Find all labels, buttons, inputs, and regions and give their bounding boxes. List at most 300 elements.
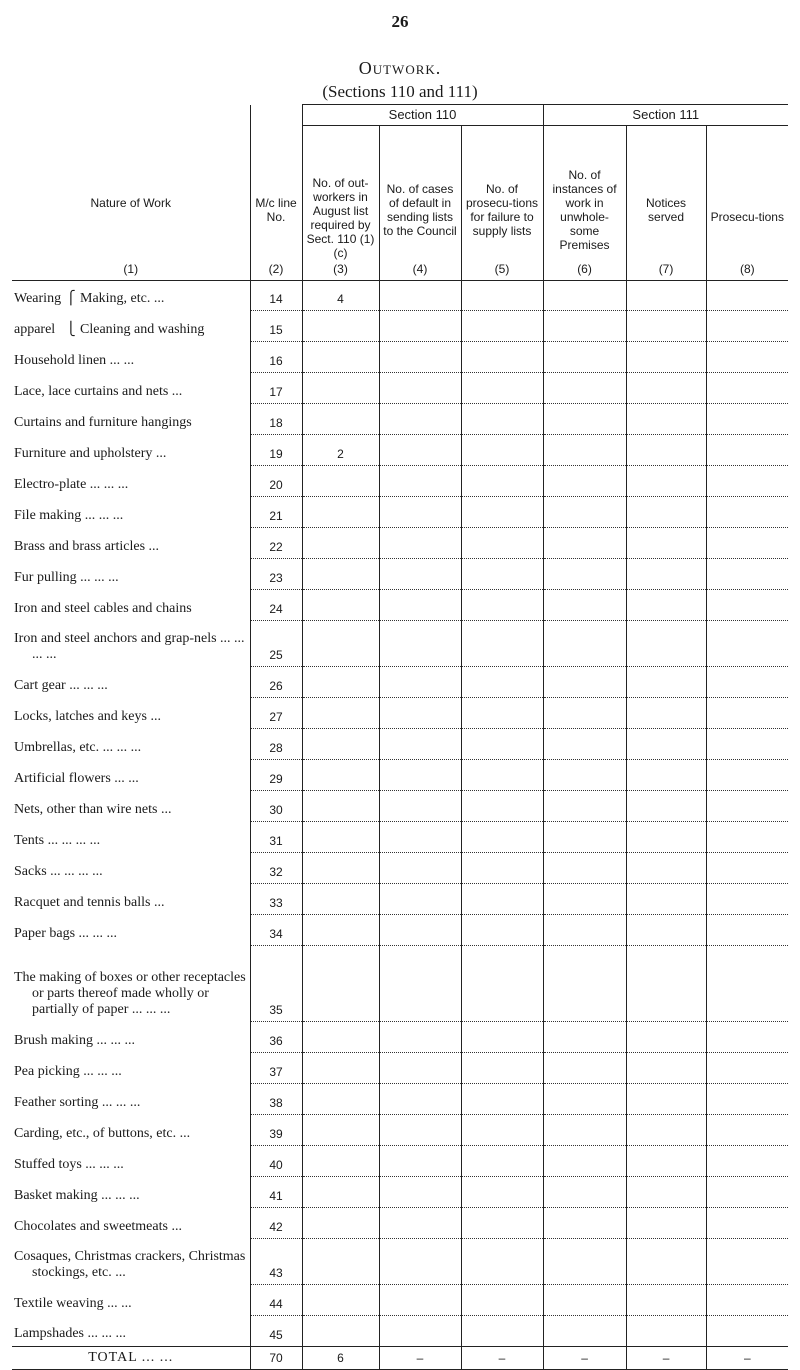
table-row — [12, 621, 788, 667]
value-cell-4 — [379, 281, 461, 311]
table-row — [12, 559, 788, 590]
value-cell-5 — [461, 1084, 543, 1115]
value-cell-6 — [543, 342, 626, 373]
value-cell-8 — [706, 1053, 788, 1084]
value-cell-5 — [461, 1177, 543, 1208]
value-cell-8 — [706, 528, 788, 559]
work-cell — [12, 1053, 250, 1084]
value-cell-7 — [626, 1316, 706, 1347]
line-number-cell: 22 — [250, 528, 302, 559]
value-cell-8 — [706, 1285, 788, 1316]
value-cell-5 — [461, 281, 543, 311]
value-cell-4 — [379, 791, 461, 822]
work-cell — [12, 342, 250, 373]
table-row — [12, 466, 788, 497]
table-row — [12, 1115, 788, 1146]
table-row — [12, 1208, 788, 1239]
outworkers-cell — [302, 342, 379, 373]
work-label: Lampshades ... ... ... — [14, 1326, 126, 1341]
outworkers-cell — [302, 667, 379, 698]
value-cell-7 — [626, 621, 706, 667]
outworkers-cell — [302, 1115, 379, 1146]
table-row — [12, 281, 788, 311]
col-header-prosecutions-lists — [461, 126, 543, 281]
table-row — [12, 946, 788, 1022]
value-cell-7 — [626, 281, 706, 311]
outworkers-cell — [302, 946, 379, 1022]
wearing-apparel-group: apparel — [14, 321, 56, 337]
work-label: Stuffed toys ... ... ... — [14, 1156, 124, 1172]
value-cell-6 — [543, 1022, 626, 1053]
page-number: 26 — [391, 12, 409, 31]
value-cell-4 — [379, 373, 461, 404]
line-number-cell: 37 — [250, 1053, 302, 1084]
work-cell — [12, 528, 250, 559]
outworkers-cell — [302, 528, 379, 559]
value-cell-7 — [626, 667, 706, 698]
col-header-nature-of-work — [12, 126, 250, 281]
value-cell-4 — [379, 1285, 461, 1316]
value-cell-5 — [461, 760, 543, 791]
outwork-table — [12, 104, 788, 1370]
work-label: Household linen ... ... — [14, 352, 135, 368]
work-cell — [12, 822, 250, 853]
value-cell-7 — [626, 1177, 706, 1208]
value-cell-8 — [706, 373, 788, 404]
work-cell — [12, 698, 250, 729]
value-cell-5 — [461, 1316, 543, 1347]
outworkers-cell — [302, 1053, 379, 1084]
work-cell — [12, 729, 250, 760]
value-cell-7 — [626, 435, 706, 466]
value-cell-6 — [543, 528, 626, 559]
outworkers-cell — [302, 791, 379, 822]
work-cell — [12, 1239, 250, 1285]
table-row — [12, 822, 788, 853]
work-label: Artificial flowers ... ... — [14, 770, 139, 786]
table-row — [12, 1285, 788, 1316]
outworkers-cell — [302, 311, 379, 342]
work-label: File making ... ... ... — [14, 507, 124, 523]
value-cell-6 — [543, 1053, 626, 1084]
work-label: Textile weaving ... ... — [14, 1295, 132, 1311]
work-cell — [12, 590, 250, 621]
value-cell-8 — [706, 667, 788, 698]
table-row — [12, 435, 788, 466]
value-cell-7 — [626, 528, 706, 559]
table-row — [12, 760, 788, 791]
value-cell-6 — [543, 1316, 626, 1347]
value-cell-4 — [379, 621, 461, 667]
outworkers-cell — [302, 590, 379, 621]
work-cell — [12, 466, 250, 497]
outworkers-cell — [302, 497, 379, 528]
line-number-cell: 15 — [250, 311, 302, 342]
value-cell-4 — [379, 435, 461, 466]
outworkers-cell — [302, 729, 379, 760]
work-cell — [12, 946, 250, 1022]
value-cell-6 — [543, 373, 626, 404]
work-cell — [12, 559, 250, 590]
value-cell-8 — [706, 1316, 788, 1347]
work-sub-label: Making, etc. ... — [80, 290, 165, 306]
value-cell-4 — [379, 667, 461, 698]
value-cell-5 — [461, 311, 543, 342]
value-cell-7 — [626, 373, 706, 404]
work-label: Umbrellas, etc. ... ... ... — [14, 739, 142, 755]
total-c4: – — [379, 1347, 461, 1370]
work-label: Lace, lace curtains and nets ... — [14, 383, 183, 399]
outworkers-cell — [302, 1285, 379, 1316]
total-c3: 6 — [302, 1347, 379, 1370]
work-cell — [12, 404, 250, 435]
line-number-cell: 19 — [250, 435, 302, 466]
outworkers-cell — [302, 822, 379, 853]
value-cell-6 — [543, 853, 626, 884]
table-row — [12, 1316, 788, 1347]
value-cell-8 — [706, 342, 788, 373]
work-cell — [12, 1316, 250, 1347]
col-header-default-cases — [379, 126, 461, 281]
work-cell — [12, 1022, 250, 1053]
line-number-cell: 23 — [250, 559, 302, 590]
col-number: (7) — [658, 262, 674, 276]
work-cell — [12, 915, 250, 946]
table-body — [12, 281, 788, 1347]
table-row — [12, 373, 788, 404]
table-row — [12, 1239, 788, 1285]
value-cell-5 — [461, 884, 543, 915]
outworkers-cell — [302, 1177, 379, 1208]
col-number: (5) — [494, 262, 510, 276]
value-cell-4 — [379, 528, 461, 559]
line-number-cell: 44 — [250, 1285, 302, 1316]
value-cell-6 — [543, 667, 626, 698]
value-cell-4 — [379, 1208, 461, 1239]
work-label: Locks, latches and keys ... — [14, 708, 161, 724]
value-cell-6 — [543, 311, 626, 342]
outworkers-cell — [302, 1239, 379, 1285]
work-cell — [12, 497, 250, 528]
value-cell-4 — [379, 497, 461, 528]
outworkers-cell — [302, 1022, 379, 1053]
total-label: TOTAL ... ... — [12, 1347, 250, 1370]
value-cell-8 — [706, 435, 788, 466]
outworkers-cell — [302, 559, 379, 590]
value-cell-4 — [379, 559, 461, 590]
value-cell-8 — [706, 1146, 788, 1177]
document-subtitle: (Sections 110 and 111) — [322, 82, 478, 101]
table-row — [12, 791, 788, 822]
value-cell-5 — [461, 1146, 543, 1177]
work-label: Fur pulling ... ... ... — [14, 569, 119, 585]
value-cell-7 — [626, 884, 706, 915]
value-cell-7 — [626, 466, 706, 497]
value-cell-7 — [626, 559, 706, 590]
value-cell-7 — [626, 1285, 706, 1316]
value-cell-8 — [706, 497, 788, 528]
value-cell-4 — [379, 822, 461, 853]
value-cell-5 — [461, 1208, 543, 1239]
line-number-cell: 31 — [250, 822, 302, 853]
value-cell-7 — [626, 1239, 706, 1285]
work-label: Sacks ... ... ... ... — [14, 863, 103, 879]
table-row — [12, 1177, 788, 1208]
brace-icon: ⎩ — [66, 321, 76, 337]
value-cell-7 — [626, 311, 706, 342]
col-header-notices-served — [626, 126, 706, 281]
value-cell-4 — [379, 466, 461, 497]
value-cell-6 — [543, 915, 626, 946]
line-number-cell: 34 — [250, 915, 302, 946]
work-label: Electro-plate ... ... ... — [14, 476, 129, 492]
value-cell-8 — [706, 1208, 788, 1239]
value-cell-5 — [461, 528, 543, 559]
group-blank-2 — [250, 105, 302, 126]
value-cell-4 — [379, 946, 461, 1022]
value-cell-8 — [706, 621, 788, 667]
value-cell-5 — [461, 404, 543, 435]
line-number-cell: 36 — [250, 1022, 302, 1053]
value-cell-7 — [626, 1146, 706, 1177]
value-cell-7 — [626, 342, 706, 373]
value-cell-4 — [379, 853, 461, 884]
line-number-cell: 30 — [250, 791, 302, 822]
work-cell — [12, 1177, 250, 1208]
value-cell-5 — [461, 822, 543, 853]
work-cell — [12, 1084, 250, 1115]
col-header-outworkers — [302, 126, 379, 281]
value-cell-8 — [706, 822, 788, 853]
value-cell-7 — [626, 1053, 706, 1084]
value-cell-5 — [461, 466, 543, 497]
col-label: No. of cases of default in sending lists to the Council — [383, 182, 457, 238]
value-cell-6 — [543, 281, 626, 311]
value-cell-5 — [461, 342, 543, 373]
col-label: Notices served — [646, 196, 687, 224]
total-line: 70 — [250, 1347, 302, 1370]
table-row — [12, 698, 788, 729]
value-cell-6 — [543, 497, 626, 528]
work-cell — [12, 621, 250, 667]
value-cell-5 — [461, 729, 543, 760]
work-label: Iron and steel cables and chains — [14, 600, 192, 616]
line-number-cell: 27 — [250, 698, 302, 729]
value-cell-7 — [626, 729, 706, 760]
table-row — [12, 915, 788, 946]
value-cell-8 — [706, 946, 788, 1022]
value-cell-8 — [706, 760, 788, 791]
value-cell-5 — [461, 1053, 543, 1084]
value-cell-7 — [626, 791, 706, 822]
value-cell-7 — [626, 760, 706, 791]
value-cell-4 — [379, 342, 461, 373]
table-row — [12, 528, 788, 559]
outworkers-cell — [302, 698, 379, 729]
outworkers-cell — [302, 760, 379, 791]
work-label: Iron and steel anchors and grap-nels ... ... ... ... — [14, 630, 245, 662]
value-cell-6 — [543, 1115, 626, 1146]
value-cell-7 — [626, 853, 706, 884]
value-cell-7 — [626, 404, 706, 435]
value-cell-8 — [706, 281, 788, 311]
value-cell-5 — [461, 559, 543, 590]
value-cell-6 — [543, 466, 626, 497]
value-cell-7 — [626, 946, 706, 1022]
value-cell-5 — [461, 791, 543, 822]
value-cell-5 — [461, 435, 543, 466]
outworkers-cell — [302, 853, 379, 884]
value-cell-7 — [626, 915, 706, 946]
col-number: (4) — [412, 262, 428, 276]
value-cell-7 — [626, 1022, 706, 1053]
work-cell — [12, 373, 250, 404]
work-label: Feather sorting ... ... ... — [14, 1094, 141, 1110]
section-group-header-row — [12, 105, 788, 126]
value-cell-4 — [379, 404, 461, 435]
value-cell-6 — [543, 404, 626, 435]
value-cell-5 — [461, 497, 543, 528]
outworkers-cell — [302, 404, 379, 435]
value-cell-4 — [379, 760, 461, 791]
group-blank — [12, 105, 250, 126]
value-cell-5 — [461, 621, 543, 667]
col-label: M/c line No. — [255, 196, 297, 224]
value-cell-7 — [626, 497, 706, 528]
table-row — [12, 1053, 788, 1084]
work-label: Pea picking ... ... ... — [14, 1063, 122, 1079]
value-cell-5 — [461, 915, 543, 946]
value-cell-8 — [706, 311, 788, 342]
value-cell-4 — [379, 1239, 461, 1285]
value-cell-6 — [543, 559, 626, 590]
line-number-cell: 40 — [250, 1146, 302, 1177]
col-header-line-no — [250, 126, 302, 281]
total-c6: – — [543, 1347, 626, 1370]
value-cell-4 — [379, 1084, 461, 1115]
col-header-unwholesome-premises — [543, 126, 626, 281]
value-cell-7 — [626, 590, 706, 621]
col-label: No. of prosecu-tions for failure to supply lists — [465, 182, 539, 238]
col-number: (6) — [577, 262, 592, 276]
total-c8: – — [706, 1347, 788, 1370]
value-cell-8 — [706, 791, 788, 822]
value-cell-4 — [379, 590, 461, 621]
work-cell — [12, 1285, 250, 1316]
value-cell-5 — [461, 1022, 543, 1053]
col-header-prosecutions — [706, 126, 788, 281]
table-row — [12, 497, 788, 528]
value-cell-8 — [706, 915, 788, 946]
line-number-cell: 25 — [250, 621, 302, 667]
line-number-cell: 24 — [250, 590, 302, 621]
document-title: Outwork. — [358, 58, 442, 78]
work-cell — [12, 760, 250, 791]
line-number-cell: 16 — [250, 342, 302, 373]
line-number-cell: 33 — [250, 884, 302, 915]
value-cell-8 — [706, 1115, 788, 1146]
value-cell-8 — [706, 1239, 788, 1285]
col-number: (2) — [268, 262, 284, 276]
wearing-apparel-label — [14, 322, 204, 337]
line-number-cell: 18 — [250, 404, 302, 435]
line-number-cell: 17 — [250, 373, 302, 404]
value-cell-8 — [706, 559, 788, 590]
work-label: Paper bags ... ... ... — [14, 925, 118, 941]
value-cell-4 — [379, 1053, 461, 1084]
table-row — [12, 884, 788, 915]
value-cell-6 — [543, 791, 626, 822]
column-header-row — [12, 126, 788, 281]
value-cell-6 — [543, 1177, 626, 1208]
value-cell-5 — [461, 1285, 543, 1316]
col-label: No. of instances of work in unwhole-some Premises — [552, 168, 617, 252]
line-number-cell: 39 — [250, 1115, 302, 1146]
value-cell-8 — [706, 1022, 788, 1053]
section-111-header: Section 111 — [543, 105, 788, 126]
value-cell-6 — [543, 1208, 626, 1239]
outworkers-cell — [302, 1146, 379, 1177]
total-c7: – — [626, 1347, 706, 1370]
work-cell — [12, 667, 250, 698]
value-cell-8 — [706, 404, 788, 435]
value-cell-8 — [706, 729, 788, 760]
value-cell-7 — [626, 698, 706, 729]
value-cell-4 — [379, 915, 461, 946]
work-sub-label: Cleaning and washing — [80, 321, 205, 337]
line-number-cell: 43 — [250, 1239, 302, 1285]
table-row — [12, 667, 788, 698]
value-cell-4 — [379, 884, 461, 915]
section-110-header: Section 110 — [302, 105, 543, 126]
work-cell — [12, 281, 250, 311]
value-cell-6 — [543, 729, 626, 760]
total-c5: – — [461, 1347, 543, 1370]
table-row — [12, 1146, 788, 1177]
work-label: Basket making ... ... ... — [14, 1187, 140, 1203]
value-cell-8 — [706, 853, 788, 884]
table-row — [12, 590, 788, 621]
outworkers-cell — [302, 373, 379, 404]
value-cell-7 — [626, 1208, 706, 1239]
outworkers-cell — [302, 621, 379, 667]
line-number-cell: 26 — [250, 667, 302, 698]
line-number-cell: 38 — [250, 1084, 302, 1115]
table-row — [12, 404, 788, 435]
work-cell — [12, 853, 250, 884]
col-label: Nature of Work — [90, 196, 171, 210]
value-cell-5 — [461, 853, 543, 884]
wearing-apparel-label — [14, 291, 164, 306]
outworkers-cell — [302, 1316, 379, 1347]
work-cell — [12, 791, 250, 822]
line-number-cell: 14 — [250, 281, 302, 311]
value-cell-5 — [461, 1239, 543, 1285]
work-label: Brush making ... ... ... — [14, 1032, 135, 1048]
line-number-cell: 45 — [250, 1316, 302, 1347]
outworkers-cell — [302, 884, 379, 915]
value-cell-7 — [626, 1115, 706, 1146]
work-label: Tents ... ... ... ... — [14, 832, 101, 848]
value-cell-5 — [461, 698, 543, 729]
value-cell-5 — [461, 373, 543, 404]
value-cell-6 — [543, 621, 626, 667]
col-number: (1) — [123, 262, 139, 276]
value-cell-4 — [379, 1146, 461, 1177]
total-row — [12, 1347, 788, 1370]
value-cell-6 — [543, 590, 626, 621]
value-cell-8 — [706, 698, 788, 729]
